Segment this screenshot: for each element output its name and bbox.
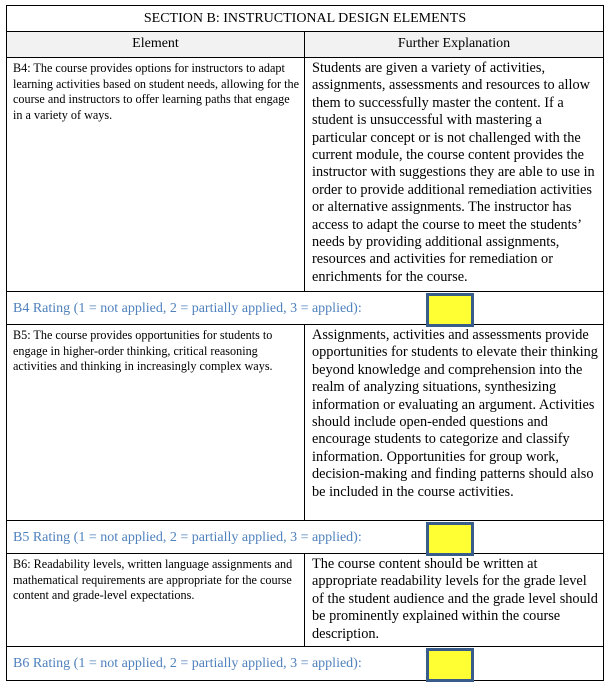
element-cell: B5: The course provides opportunities for students to engage in higher-order thinking, critical reasoning activities and thinking in increasingly complex ways. <box>7 325 305 520</box>
section-title: SECTION B: INSTRUCTIONAL DESIGN ELEMENTS <box>7 6 603 32</box>
table-row-b4 <box>7 58 603 292</box>
rating-input-b4[interactable] <box>426 293 474 327</box>
table-row-b6 <box>7 554 603 647</box>
rating-label: B6 Rating (1 = not applied, 2 = partially applied, 3 = applied): <box>13 656 362 671</box>
rating-row-b4 <box>7 292 603 325</box>
rating-label: B5 Rating (1 = not applied, 2 = partially applied, 3 = applied): <box>13 530 362 545</box>
table-row-b5 <box>7 325 603 521</box>
rating-input-b6[interactable] <box>426 648 474 682</box>
rating-row-b6 <box>7 647 603 680</box>
column-header-explanation: Further Explanation <box>397 36 511 51</box>
rating-row-b5 <box>7 521 603 554</box>
element-cell: B6: Readability levels, written language assignments and mathematical requirements are appropriate for the course content and grade-level expectations. <box>7 554 305 646</box>
rating-label: B4 Rating (1 = not applied, 2 = partially applied, 3 = applied): <box>13 301 362 316</box>
explanation-cell: The course content should be written at appropriate readability levels for the grade level of the student audience and the grade level should be prominently explained within the course description. <box>312 556 598 642</box>
explanation-cell: Assignments, activities and assessments provide opportunities for students to elevate their thinking beyond knowledge and comprehension into the realm of analyzing situations, synthesizing information or evaluating an argument. Activities should include open-ended questions and encourage students to categorize and classify information. Opportunities for group work, decision-making and finding patterns should also be included in the course activities. <box>312 327 598 500</box>
element-cell: B4: The course provides options for instructors to adapt learning activities based on student needs, allowing for the course and instructors to offer learning paths that engage in a variety of ways. <box>7 58 305 291</box>
rating-input-b5[interactable] <box>426 522 474 556</box>
table-header <box>7 32 603 58</box>
instructional-design-table <box>6 5 604 681</box>
column-header-element: Element <box>7 32 305 57</box>
explanation-cell: Students are given a variety of activities, assignments, assessments and resources to allow them to successfully master the content. If a student is unsuccessful with mastering a particular concept or is not challenged with the current module, the course content provides the instructor with suggestions they are able to use in order to provide additional remediation activities or alternative assignments. The instructor has access to adapt the course to meet the students’ needs by providing additional assignments, resources and activities for remediation or enrichments for the course. <box>312 60 595 285</box>
